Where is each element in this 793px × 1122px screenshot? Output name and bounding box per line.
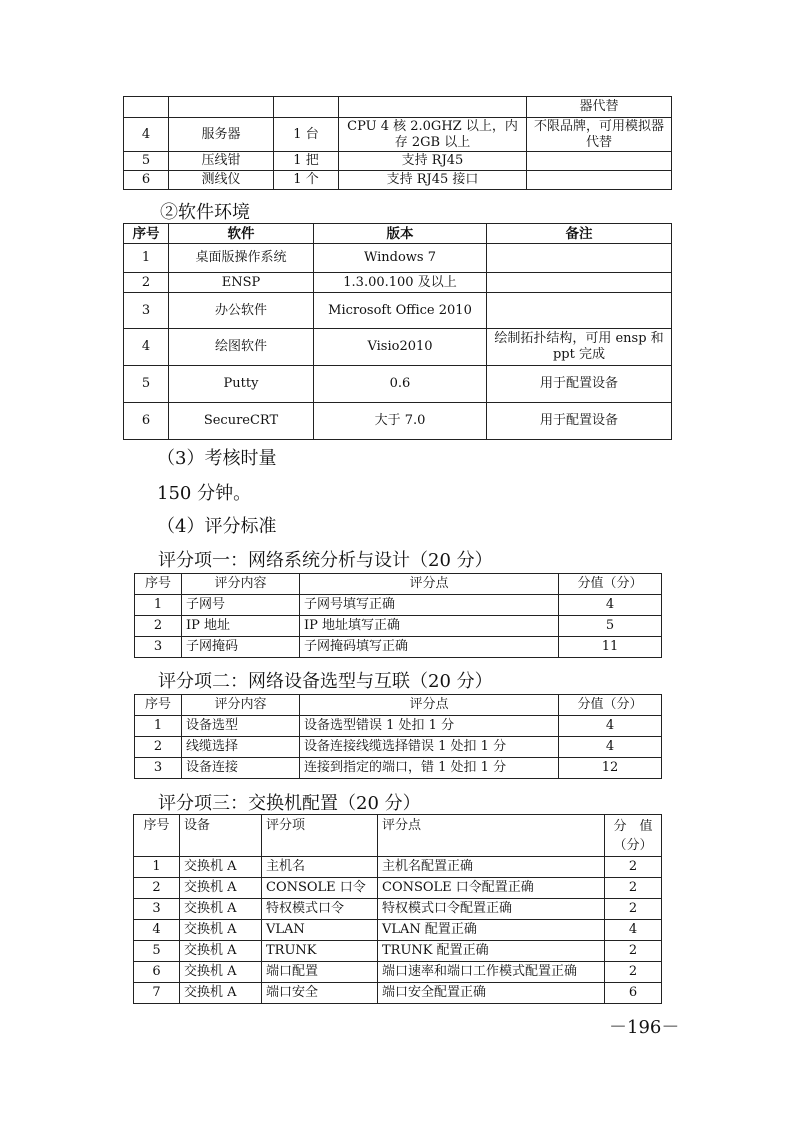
cell-content: IP 地址 bbox=[182, 616, 300, 637]
cell-item: VLAN bbox=[262, 920, 378, 941]
cell-note bbox=[527, 152, 672, 171]
cell-no: 2 bbox=[124, 273, 169, 293]
cell-content: 子网掩码 bbox=[182, 637, 300, 658]
cell-version: Windows 7 bbox=[314, 244, 487, 273]
table-row bbox=[124, 171, 672, 190]
cell-point: 子网号填写正确 bbox=[300, 595, 559, 616]
cell-score: 4 bbox=[559, 595, 662, 616]
cell-content: 线缆选择 bbox=[182, 737, 300, 758]
table-row bbox=[124, 152, 672, 171]
cell-score: 2 bbox=[605, 962, 662, 983]
cell-version: Visio2010 bbox=[314, 329, 487, 366]
cell-no: 5 bbox=[124, 366, 169, 403]
cell-point: 设备连接线缆选择错误 1 处扣 1 分 bbox=[300, 737, 559, 758]
cell-score: 2 bbox=[605, 899, 662, 920]
header-score: 分值（分） bbox=[559, 574, 662, 595]
item1-heading: 评分项一：网络系统分析与设计（20 分） bbox=[158, 550, 493, 571]
table-row bbox=[124, 293, 672, 329]
header-score bbox=[605, 815, 662, 857]
cell-score: 4 bbox=[559, 716, 662, 737]
cell-score: 12 bbox=[559, 758, 662, 779]
table-header-row bbox=[134, 815, 662, 857]
table-row bbox=[124, 403, 672, 440]
cell-software: Putty bbox=[169, 366, 314, 403]
table-row bbox=[124, 273, 672, 293]
cell-version: 0.6 bbox=[314, 366, 487, 403]
cell-no: 3 bbox=[124, 293, 169, 329]
cell-no: 3 bbox=[135, 637, 182, 658]
cell-note bbox=[487, 244, 672, 273]
cell-no: 4 bbox=[134, 920, 180, 941]
item3-table bbox=[133, 814, 662, 1004]
cell-no: 4 bbox=[124, 118, 169, 152]
cell-spec bbox=[339, 97, 527, 118]
cell-spec: 支持 RJ45 接口 bbox=[339, 171, 527, 190]
cell-no: 2 bbox=[135, 616, 182, 637]
cell-no: 3 bbox=[134, 899, 180, 920]
cell-name: 服务器 bbox=[169, 118, 274, 152]
cell-no: 2 bbox=[134, 878, 180, 899]
cell-note: 用于配置设备 bbox=[487, 366, 672, 403]
header-point: 评分点 bbox=[300, 574, 559, 595]
cell-note: 用于配置设备 bbox=[487, 403, 672, 440]
cell-device: 交换机 A bbox=[180, 920, 262, 941]
time-heading: （3）考核时量 bbox=[157, 448, 277, 469]
header-score-line2: （分） bbox=[613, 837, 653, 853]
header-score: 分值（分） bbox=[559, 695, 662, 716]
header-content: 评分内容 bbox=[182, 574, 300, 595]
cell-point: 主机名配置正确 bbox=[378, 857, 605, 878]
cell-no: 6 bbox=[134, 962, 180, 983]
cell-no: 5 bbox=[134, 941, 180, 962]
table-row bbox=[135, 595, 662, 616]
cell-score: 2 bbox=[605, 941, 662, 962]
cell-no: 6 bbox=[124, 171, 169, 190]
hardware-table bbox=[123, 96, 672, 190]
cell-score: 4 bbox=[605, 920, 662, 941]
cell-score: 2 bbox=[605, 878, 662, 899]
table-row bbox=[124, 97, 672, 118]
time-value: 150 分钟。 bbox=[157, 483, 252, 504]
table-row bbox=[124, 118, 672, 152]
cell-qty bbox=[274, 97, 339, 118]
header-version: 版本 bbox=[314, 224, 487, 244]
table-row bbox=[135, 637, 662, 658]
software-heading: ②软件环境 bbox=[160, 202, 250, 223]
cell-device: 交换机 A bbox=[180, 962, 262, 983]
table-row bbox=[135, 616, 662, 637]
cell-point: 端口速率和端口工作模式配置正确 bbox=[378, 962, 605, 983]
cell-note bbox=[487, 293, 672, 329]
cell-software: ENSP bbox=[169, 273, 314, 293]
table-row bbox=[124, 244, 672, 273]
item1-table bbox=[134, 573, 662, 658]
cell-version: Microsoft Office 2010 bbox=[314, 293, 487, 329]
cell-device: 交换机 A bbox=[180, 857, 262, 878]
cell-no: 1 bbox=[135, 595, 182, 616]
cell-no: 4 bbox=[124, 329, 169, 366]
cell-note bbox=[527, 171, 672, 190]
cell-device: 交换机 A bbox=[180, 899, 262, 920]
cell-note: 器代替 bbox=[527, 97, 672, 118]
cell-content: 子网号 bbox=[182, 595, 300, 616]
cell-score: 5 bbox=[559, 616, 662, 637]
cell-score: 11 bbox=[559, 637, 662, 658]
cell-no bbox=[124, 97, 169, 118]
cell-no: 6 bbox=[124, 403, 169, 440]
cell-software: SecureCRT bbox=[169, 403, 314, 440]
cell-score: 4 bbox=[559, 737, 662, 758]
cell-point: 特权模式口令配置正确 bbox=[378, 899, 605, 920]
cell-device: 交换机 A bbox=[180, 878, 262, 899]
table-row bbox=[124, 329, 672, 366]
table-row bbox=[134, 857, 662, 878]
cell-device: 交换机 A bbox=[180, 983, 262, 1004]
cell-spec: CPU 4 核 2.0GHZ 以上，内存 2GB 以上 bbox=[339, 118, 527, 152]
cell-no: 1 bbox=[134, 857, 180, 878]
item2-table bbox=[134, 694, 662, 779]
item3-heading: 评分项三：交换机配置（20 分） bbox=[158, 793, 421, 814]
cell-version: 大于 7.0 bbox=[314, 403, 487, 440]
table-row bbox=[135, 716, 662, 737]
header-no: 序号 bbox=[135, 574, 182, 595]
cell-spec: 支持 RJ45 bbox=[339, 152, 527, 171]
table-row bbox=[134, 962, 662, 983]
cell-point: 端口安全配置正确 bbox=[378, 983, 605, 1004]
table-row bbox=[134, 920, 662, 941]
cell-device: 交换机 A bbox=[180, 941, 262, 962]
cell-name: 压线钳 bbox=[169, 152, 274, 171]
cell-point: 设备选型错误 1 处扣 1 分 bbox=[300, 716, 559, 737]
cell-no: 1 bbox=[124, 244, 169, 273]
cell-qty: 1 个 bbox=[274, 171, 339, 190]
table-header-row bbox=[135, 695, 662, 716]
table-row bbox=[134, 899, 662, 920]
header-content: 评分内容 bbox=[182, 695, 300, 716]
header-point: 评分点 bbox=[300, 695, 559, 716]
cell-item: 特权模式口令 bbox=[262, 899, 378, 920]
cell-no: 1 bbox=[135, 716, 182, 737]
cell-no: 5 bbox=[124, 152, 169, 171]
table-row bbox=[134, 878, 662, 899]
cell-qty: 1 把 bbox=[274, 152, 339, 171]
cell-item: TRUNK bbox=[262, 941, 378, 962]
header-note: 备注 bbox=[487, 224, 672, 244]
cell-content: 设备连接 bbox=[182, 758, 300, 779]
table-row bbox=[134, 983, 662, 1004]
cell-no: 3 bbox=[135, 758, 182, 779]
table-row bbox=[124, 366, 672, 403]
cell-name bbox=[169, 97, 274, 118]
table-header-row bbox=[135, 574, 662, 595]
cell-point: TRUNK 配置正确 bbox=[378, 941, 605, 962]
header-software: 软件 bbox=[169, 224, 314, 244]
cell-point: VLAN 配置正确 bbox=[378, 920, 605, 941]
header-score-line1: 分 值 bbox=[613, 818, 653, 834]
cell-note: 绘制拓扑结构，可用 ensp 和 ppt 完成 bbox=[487, 329, 672, 366]
header-no: 序号 bbox=[135, 695, 182, 716]
cell-item: CONSOLE 口令 bbox=[262, 878, 378, 899]
cell-software: 桌面版操作系统 bbox=[169, 244, 314, 273]
header-point: 评分点 bbox=[378, 815, 605, 857]
cell-item: 端口配置 bbox=[262, 962, 378, 983]
software-table bbox=[123, 223, 672, 440]
cell-point: IP 地址填写正确 bbox=[300, 616, 559, 637]
cell-point: 连接到指定的端口，错 1 处扣 1 分 bbox=[300, 758, 559, 779]
criteria-heading: （4）评分标准 bbox=[157, 516, 277, 537]
cell-point: 子网掩码填写正确 bbox=[300, 637, 559, 658]
header-no: 序号 bbox=[124, 224, 169, 244]
cell-item: 端口安全 bbox=[262, 983, 378, 1004]
cell-score: 6 bbox=[605, 983, 662, 1004]
cell-no: 7 bbox=[134, 983, 180, 1004]
cell-name: 测线仪 bbox=[169, 171, 274, 190]
header-item: 评分项 bbox=[262, 815, 378, 857]
cell-note: 不限品牌，可用模拟器代替 bbox=[527, 118, 672, 152]
table-row bbox=[134, 941, 662, 962]
cell-content: 设备选型 bbox=[182, 716, 300, 737]
cell-point: CONSOLE 口令配置正确 bbox=[378, 878, 605, 899]
cell-version: 1.3.00.100 及以上 bbox=[314, 273, 487, 293]
cell-no: 2 bbox=[135, 737, 182, 758]
header-no: 序号 bbox=[134, 815, 180, 857]
table-row bbox=[135, 758, 662, 779]
table-row bbox=[135, 737, 662, 758]
page-number: －196－ bbox=[609, 1017, 680, 1038]
cell-software: 办公软件 bbox=[169, 293, 314, 329]
cell-software: 绘图软件 bbox=[169, 329, 314, 366]
cell-item: 主机名 bbox=[262, 857, 378, 878]
cell-note bbox=[487, 273, 672, 293]
item2-heading: 评分项二：网络设备选型与互联（20 分） bbox=[158, 671, 493, 692]
cell-score: 2 bbox=[605, 857, 662, 878]
table-header-row bbox=[124, 224, 672, 244]
header-device: 设备 bbox=[180, 815, 262, 857]
cell-qty: 1 台 bbox=[274, 118, 339, 152]
